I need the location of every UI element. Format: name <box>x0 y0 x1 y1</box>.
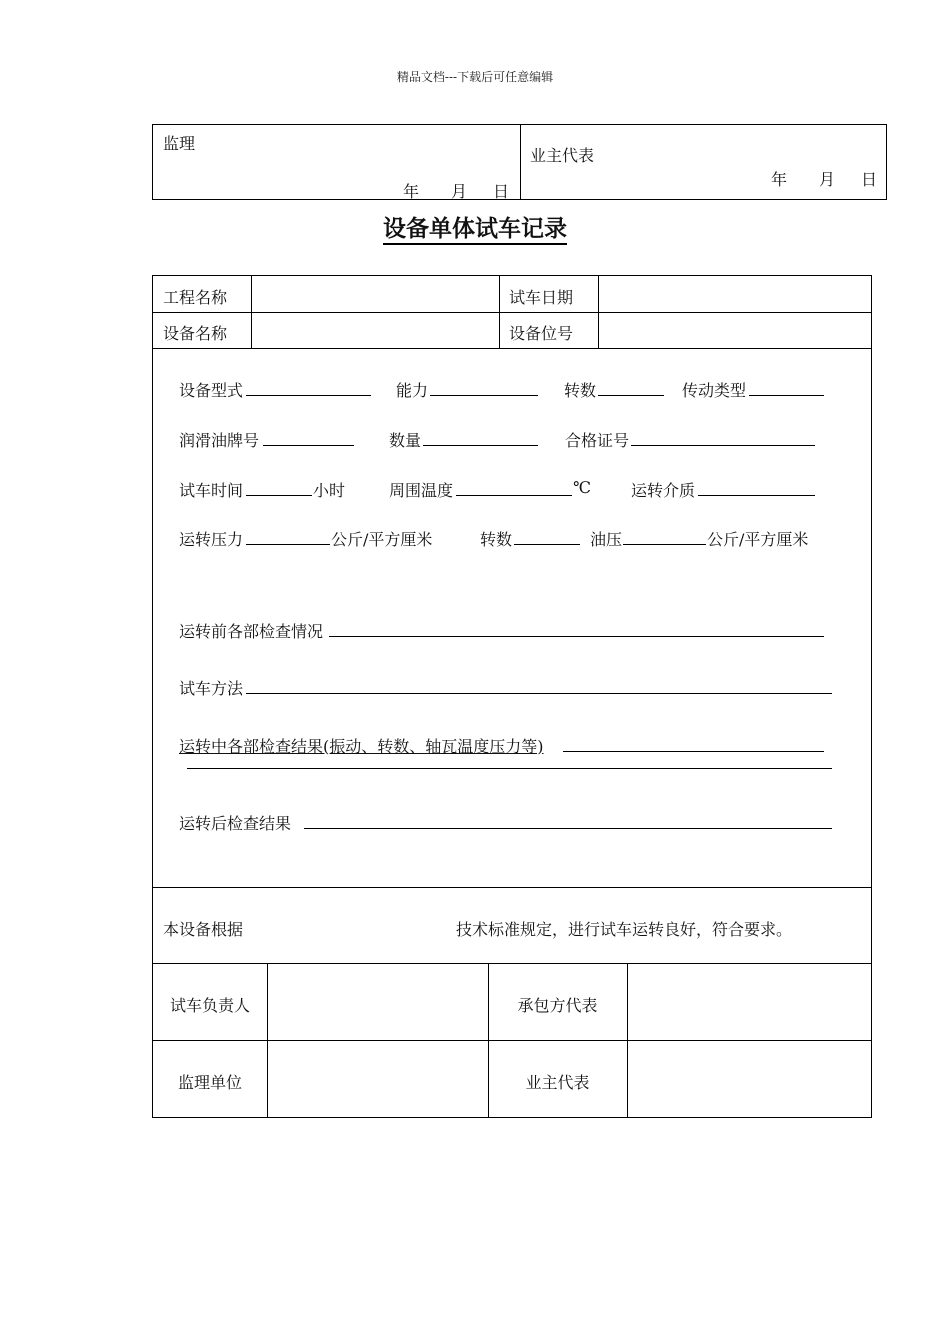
drive-type-blank[interactable] <box>749 395 824 396</box>
post-check-blank[interactable] <box>304 828 832 829</box>
pre-check-label: 运转前各部检查情况 <box>179 622 324 641</box>
ambient-temp-label: 周围温度 <box>389 481 454 500</box>
project-name-label: 工程名称 <box>163 288 228 307</box>
capacity-blank[interactable] <box>430 395 538 396</box>
capacity-label: 能力 <box>396 381 429 400</box>
model-label: 设备型式 <box>179 381 244 400</box>
project-name-field[interactable] <box>252 277 498 311</box>
test-date-label: 试车日期 <box>509 288 574 307</box>
col-line <box>488 963 489 1117</box>
test-lead-signature-field[interactable] <box>268 964 487 1039</box>
oil-pressure-blank[interactable] <box>623 544 706 545</box>
drive-type-label: 传动类型 <box>682 381 747 400</box>
test-time-label: 试车时间 <box>179 481 244 500</box>
conclusion-suffix: 技术标准规定，进行试车运转良好，符合要求。 <box>456 920 793 939</box>
contractor-label: 承包方代表 <box>517 996 598 1015</box>
speed2-blank[interactable] <box>514 544 580 545</box>
during-check-label: 运转中各部检查结果(振动、转数、轴瓦温度压力等) <box>179 737 544 756</box>
header-watermark: 精品文档---下载后可任意编辑 <box>396 70 554 84</box>
method-blank[interactable] <box>246 693 832 694</box>
cert-no-blank[interactable] <box>631 445 815 446</box>
supervisor-label: 监理 <box>163 134 196 153</box>
pressure-blank[interactable] <box>246 544 330 545</box>
record-table <box>152 275 872 1118</box>
date-month: 月 <box>451 182 468 201</box>
signoff-table <box>152 124 887 200</box>
during-check-blank-2[interactable] <box>187 768 832 769</box>
during-check-blank[interactable] <box>563 751 824 752</box>
page-title: 设备单体试车记录 <box>0 210 950 243</box>
signoff-divider <box>520 125 521 199</box>
owner-signature-field[interactable] <box>628 1041 871 1116</box>
oil-pressure-unit: 公斤/平方厘米 <box>707 530 809 549</box>
date-year: 年 <box>403 182 420 201</box>
date-month: 月 <box>819 170 836 189</box>
test-time-blank[interactable] <box>246 495 312 496</box>
date-year: 年 <box>771 170 788 189</box>
supervisor-unit-label: 监理单位 <box>177 1073 242 1092</box>
test-lead-label: 试车负责人 <box>169 996 250 1015</box>
row-line <box>153 887 871 888</box>
standard-field[interactable] <box>253 906 448 942</box>
date-day: 日 <box>861 170 878 189</box>
contractor-signature-field[interactable] <box>628 964 871 1039</box>
equipment-tag-label: 设备位号 <box>509 324 574 343</box>
supervisor-date <box>403 179 509 202</box>
owner-rep-date <box>771 167 877 190</box>
conclusion-prefix: 本设备根据 <box>163 920 244 939</box>
equipment-name-field[interactable] <box>252 313 498 347</box>
model-blank[interactable] <box>246 395 371 396</box>
quantity-blank[interactable] <box>423 445 538 446</box>
medium-blank[interactable] <box>698 495 815 496</box>
row-line <box>153 348 871 349</box>
speed-blank[interactable] <box>598 395 664 396</box>
celsius-unit: ℃ <box>573 478 591 497</box>
post-check-label: 运转后检查结果 <box>179 814 292 833</box>
quantity-label: 数量 <box>389 431 422 450</box>
date-day: 日 <box>493 182 510 201</box>
cert-no-label: 合格证号 <box>565 431 630 450</box>
pre-check-blank[interactable] <box>329 636 824 637</box>
method-label: 试车方法 <box>179 679 244 698</box>
owner-rep-label: 业主代表 <box>530 146 595 165</box>
pressure-unit: 公斤/平方厘米 <box>331 530 433 549</box>
test-date-field[interactable] <box>599 277 870 311</box>
owner-rep-sign-label: 业主代表 <box>525 1073 590 1092</box>
lube-brand-label: 润滑油牌号 <box>179 431 260 450</box>
oil-pressure-label: 油压 <box>590 530 623 549</box>
hours-unit: 小时 <box>313 481 346 500</box>
medium-label: 运转介质 <box>631 481 696 500</box>
equipment-tag-field[interactable] <box>599 313 870 347</box>
ambient-temp-blank[interactable] <box>456 495 572 496</box>
speed2-label: 转数 <box>480 530 513 549</box>
lube-brand-blank[interactable] <box>263 445 354 446</box>
col-line <box>499 276 500 348</box>
pressure-label: 运转压力 <box>179 530 244 549</box>
speed-label: 转数 <box>564 381 597 400</box>
supervisor-signature-field[interactable] <box>268 1041 487 1116</box>
equipment-name-label: 设备名称 <box>163 324 228 343</box>
